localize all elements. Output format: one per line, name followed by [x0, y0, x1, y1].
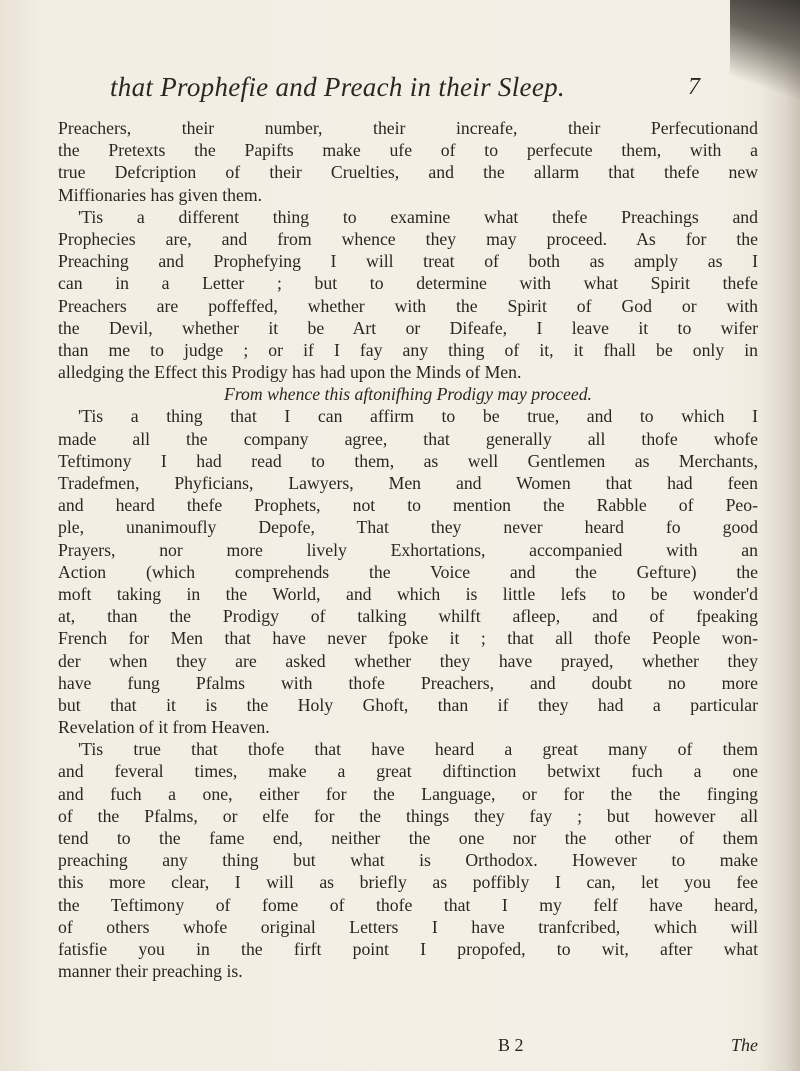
- text-line: ple, unanimoufly Depofe, That they never heard fo good: [58, 517, 758, 538]
- text-line: Action (which comprehends the Voice and the Gefture) the: [58, 561, 758, 582]
- text-line: the Devil, whether it be Art or Difeafe, I leave it to wifer: [58, 317, 758, 338]
- text-line: Prayers, nor more lively Exhortations, accompanied with an: [58, 539, 758, 560]
- paragraph-4: [58, 738, 758, 982]
- page-fold-shadow: [760, 40, 800, 1071]
- text-line: made all the company agree, that generally all thofe whofe: [58, 428, 758, 449]
- section-subheading: From whence this aftonifhing Prodigy may proceed.: [224, 384, 592, 405]
- text-line: the Pretexts the Papifts make ufe of to perfecute them, with a: [58, 140, 758, 161]
- text-line: Teftimony I had read to them, as well Gentlemen as Merchants,: [58, 450, 758, 471]
- text-line: der when they are asked whether they have prayed, whether they: [58, 650, 758, 671]
- text-line: 'Tis a thing that I can affirm to be true, and to which I: [78, 406, 758, 427]
- text-line: can in a Letter ; but to determine with what Spirit thefe: [58, 273, 758, 294]
- text-line: true Defcription of their Cruelties, and the allarm that thefe new: [58, 162, 758, 183]
- text-line: and heard thefe Prophets, not to mention the Rabble of Peo-: [58, 495, 758, 516]
- text-line: Preachers are poffeffed, whether with the Spirit of God or with: [58, 295, 758, 316]
- text-line: manner their preaching is.: [58, 961, 243, 982]
- text-line: Prophecies are, and from whence they may proceed. As for the: [58, 228, 758, 249]
- text-line: Tradefmen, Phyficians, Lawyers, Men and Women that had feen: [58, 473, 758, 493]
- text-line: and fuch a one, either for the Language, or for the the finging: [58, 783, 758, 804]
- running-head: that Prophefie and Preach in their Sleep.: [110, 72, 565, 102]
- text-line: Miffionaries has given them.: [58, 184, 263, 205]
- paragraph-3: [58, 405, 758, 738]
- text-line: Preachers, their number, their increafe, their Perfecutionand: [58, 118, 758, 138]
- text-line: Revelation of it from Heaven.: [58, 717, 270, 738]
- text-line: 'Tis true that thofe that have heard a great many of them: [78, 739, 758, 760]
- text-line: French for Men that have never fpoke it ; that all thofe People won-: [58, 628, 758, 649]
- text-line: this more clear, I will as briefly as poffibly I can, let you fee: [58, 872, 758, 893]
- signature-mark: B 2: [498, 1035, 524, 1055]
- page-corner-shadow: [730, 0, 800, 110]
- text-line: 'Tis a different thing to examine what thefe Preachings and: [78, 206, 758, 227]
- text-line: than me to judge ; or if I fay any thing of it, it fhall be only in: [58, 339, 758, 360]
- text-line: of others whofe original Letters I have tranfcribed, which will: [58, 916, 758, 937]
- page-header: [110, 72, 710, 112]
- text-line: alledging the Effect this Prodigy has had upon the Minds of Men.: [58, 362, 522, 383]
- page-body: [58, 117, 758, 982]
- text-line: of the Pfalms, or elfe for the things they fay ; but however all: [58, 805, 758, 826]
- paragraph-1: [58, 117, 758, 206]
- text-line: at, than the Prodigy of talking whilft afleep, and of fpeaking: [58, 606, 758, 627]
- page-footer: [58, 1035, 758, 1059]
- text-line: and feveral times, make a great diftinction betwixt fuch a one: [58, 761, 758, 782]
- text-line: the Teftimony of fome of thofe that I my felf have heard,: [58, 894, 758, 915]
- text-line: but that it is the Holy Ghoft, than if they had a particular: [58, 694, 758, 715]
- text-line: Preaching and Prophefying I will treat of both as amply as I: [58, 251, 758, 272]
- paragraph-2: [58, 206, 758, 384]
- text-line: have fung Pfalms with thofe Preachers, and doubt no more: [58, 672, 758, 693]
- text-line: fatisfie you in the firft point I propofed, to wit, after what: [58, 938, 758, 959]
- page-number: 7: [688, 74, 700, 100]
- text-line: preaching any thing but what is Orthodox. However to make: [58, 850, 758, 871]
- text-line: moft taking in the World, and which is little lefs to be wonder'd: [58, 583, 758, 604]
- catchword: The: [731, 1035, 758, 1055]
- text-line: tend to the fame end, neither the one nor the other of them: [58, 828, 758, 848]
